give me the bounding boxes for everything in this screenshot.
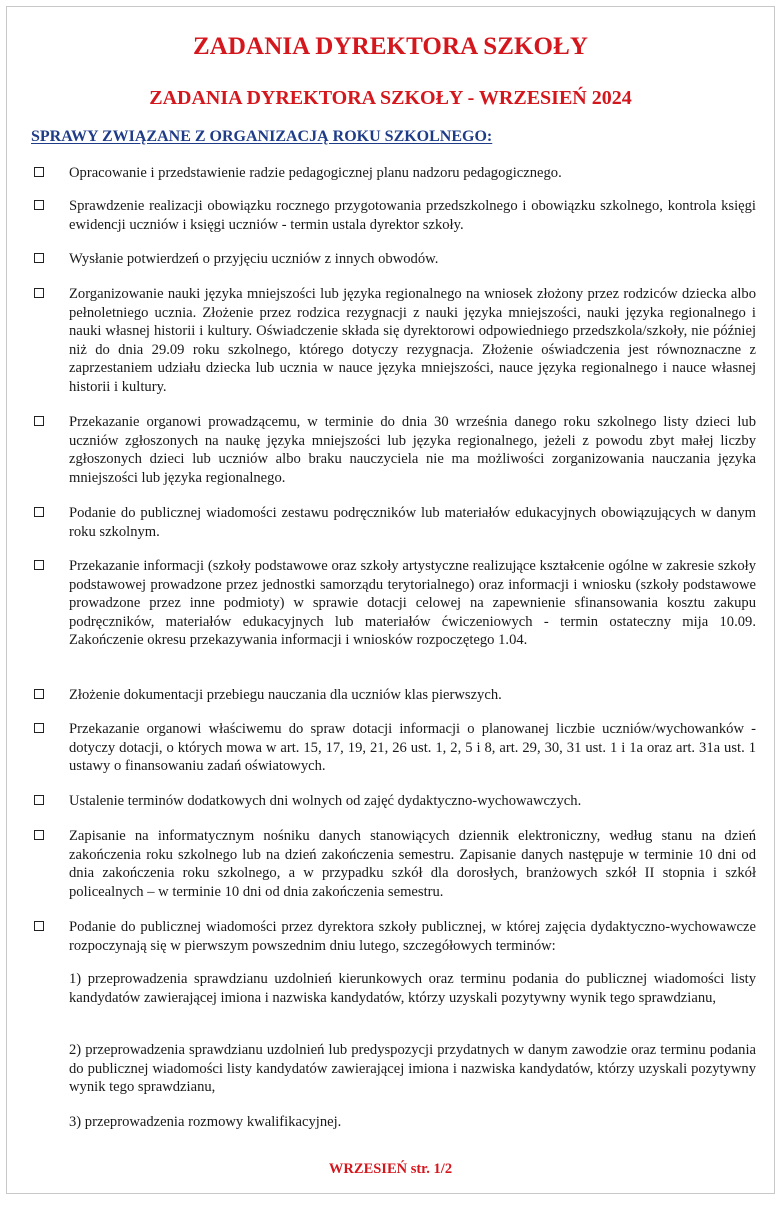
- page-footer: WRZESIEŃ str. 1/2: [328, 1161, 453, 1177]
- sub-item: 3) przeprowadzenia rozmowy kwalifikacyjnej.: [69, 1114, 342, 1130]
- task-item: [7, 164, 774, 183]
- sub-item: 2) przeprowadzenia sprawdzianu uzdolnień lub predyspozycji przydatnych w danym zawodzie oraz terminu podania do publicznej wiadomości listy kandydatów zawierającej imiona i nazwiska kandydatów, którzy uzyskali pozytywny wynik tego sprawdzianu,: [69, 1042, 756, 1096]
- checkbox[interactable]: [34, 795, 44, 805]
- task-text: Opracowanie i przedstawienie radzie pedagogicznej planu nadzoru pedagogicznego.: [69, 165, 562, 181]
- task-text: Ustalenie terminów dodatkowych dni wolnych od zajęć dydaktyczno-wychowawczych.: [69, 793, 582, 809]
- checkbox[interactable]: [34, 689, 44, 699]
- task-text: Przekazanie organowi właściwemu do spraw dotacji informacji o planowanej liczbie uczniów/wychowanków - dotyczy dotacji, o których mowa w art. 15, 17, 19, 21, 26 ust. 1, 2, 5 i 8, art. 29, 30, 31 ust. 1 i 1a oraz art. 31a ust. 1 ustawy o finansowaniu zadań oświatowych.: [69, 721, 756, 775]
- task-text: Podanie do publicznej wiadomości przez dyrektora szkoły publicznej, w której zajęcia dydaktyczno-wychowawcze rozpoczynają się w pierwszym powszednim dniu lutego, szczegółowych terminów:: [69, 919, 756, 954]
- task-text: Sprawdzenie realizacji obowiązku rocznego przygotowania przedszkolnego i obowiązku szkolnego, kontrola księgi ewidencji uczniów i księgi uczniów - termin ustala dyrektor szkoły.: [69, 198, 756, 233]
- task-item: [7, 250, 774, 269]
- checkbox[interactable]: [34, 507, 44, 517]
- task-text: Podanie do publicznej wiadomości zestawu podręczników lub materiałów edukacyjnych obowiązujących w danym roku szkolnym.: [69, 505, 756, 540]
- checkbox[interactable]: [34, 416, 44, 426]
- section-heading: SPRAWY ZWIĄZANE Z ORGANIZACJĄ ROKU SZKOLNEGO:: [31, 128, 493, 145]
- task-item: [7, 720, 774, 776]
- task-item: [7, 686, 774, 705]
- checkbox[interactable]: [34, 253, 44, 263]
- task-text: Wysłanie potwierdzeń o przyjęciu uczniów z innych obwodów.: [69, 251, 439, 267]
- task-text: Zorganizowanie nauki języka mniejszości lub języka regionalnego na wniosek złożony przez rodziców dziecka albo pełnoletniego ucznia. Złożenie przez rodzica rezygnacji z nauki języka mniejszości, nauki języka regionalnego i nauki własnej historii i kultury. Oświadczenie składa się dyrektorowi odpowiedniego przedszkola/szkoły, nie później niż do dnia 29.09 roku szkolnego, którego dotyczy rezygnacja. Złożenie oświadczenia jest równoznaczne z zaprzestaniem udziału dziecka lub ucznia w nauce języka mniejszości, nauce języka regionalnego i nauce własnej historii i kultury.: [69, 286, 756, 395]
- sub-item: 1) przeprowadzenia sprawdzianu uzdolnień kierunkowych oraz terminu podania do publicznej wiadomości listy kandydatów zawierającej imiona i nazwiska kandydatów, którzy uzyskali pozytywny wynik tego sprawdzianu,: [69, 971, 756, 1006]
- task-text: Przekazanie organowi prowadzącemu, w terminie do dnia 30 września danego roku szkolnego listy dzieci lub uczniów zgłoszonych na naukę języka mniejszości lub języka regionalnego, jeżeli z powodu zbyt małej liczby zgłoszonych dzieci lub uczniów albo braku nauczyciela nie ma możliwości zorganizowania nauczania języka mniejszości lub języka regionalnego.: [69, 414, 756, 486]
- task-item: [7, 197, 774, 234]
- task-item: [7, 827, 774, 901]
- checkbox[interactable]: [34, 830, 44, 840]
- checkbox[interactable]: [34, 288, 44, 298]
- document-title: ZADANIA DYREKTORA SZKOŁY: [192, 33, 589, 60]
- document-subtitle: ZADANIA DYREKTORA SZKOŁY - WRZESIEŃ 2024: [149, 87, 632, 109]
- task-item: [7, 557, 774, 650]
- checkbox[interactable]: [34, 921, 44, 931]
- task-item: [7, 792, 774, 811]
- checkbox[interactable]: [34, 723, 44, 733]
- checkbox[interactable]: [34, 200, 44, 210]
- task-text: Złożenie dokumentacji przebiegu nauczania dla uczniów klas pierwszych.: [69, 687, 502, 703]
- task-text: Przekazanie informacji (szkoły podstawowe oraz szkoły artystyczne realizujące kształcenie ogólne w zakresie szkoły podstawowej prowadzone przez jednostki samorządu terytorialnego) oraz informacji i wniosku (szkoły podstawowe prowadzone przez inne podmioty) w sprawie dotacji celowej na zapewnienie sfinansowania kosztu zakupu podręczników, materiałów edukacyjnych lub materiałów ćwiczeniowych - termin ostateczny mija 10.09. Zakończenie okresu przekazywania informacji i wniosków rozpoczętego 1.04.: [69, 558, 756, 649]
- checkbox[interactable]: [34, 560, 44, 570]
- task-text: Zapisanie na informatycznym nośniku danych stanowiących dziennik elektroniczny, według stanu na dzień zakończenia roku szkolnego lub na dzień zakończenia semestru. Zapisanie danych następuje w terminie 10 dni od dnia zakończenia roku szkolnego, a w przypadku szkół dla dorosłych, branżowych szkół II stopnia i szkół policealnych – w terminie 10 dni od dnia zakończenia semestru.: [69, 828, 756, 900]
- task-item: [7, 285, 774, 397]
- task-item: [7, 504, 774, 541]
- task-item: [7, 413, 774, 487]
- checkbox[interactable]: [34, 167, 44, 177]
- task-item: [7, 918, 774, 955]
- document-page: [6, 6, 775, 1194]
